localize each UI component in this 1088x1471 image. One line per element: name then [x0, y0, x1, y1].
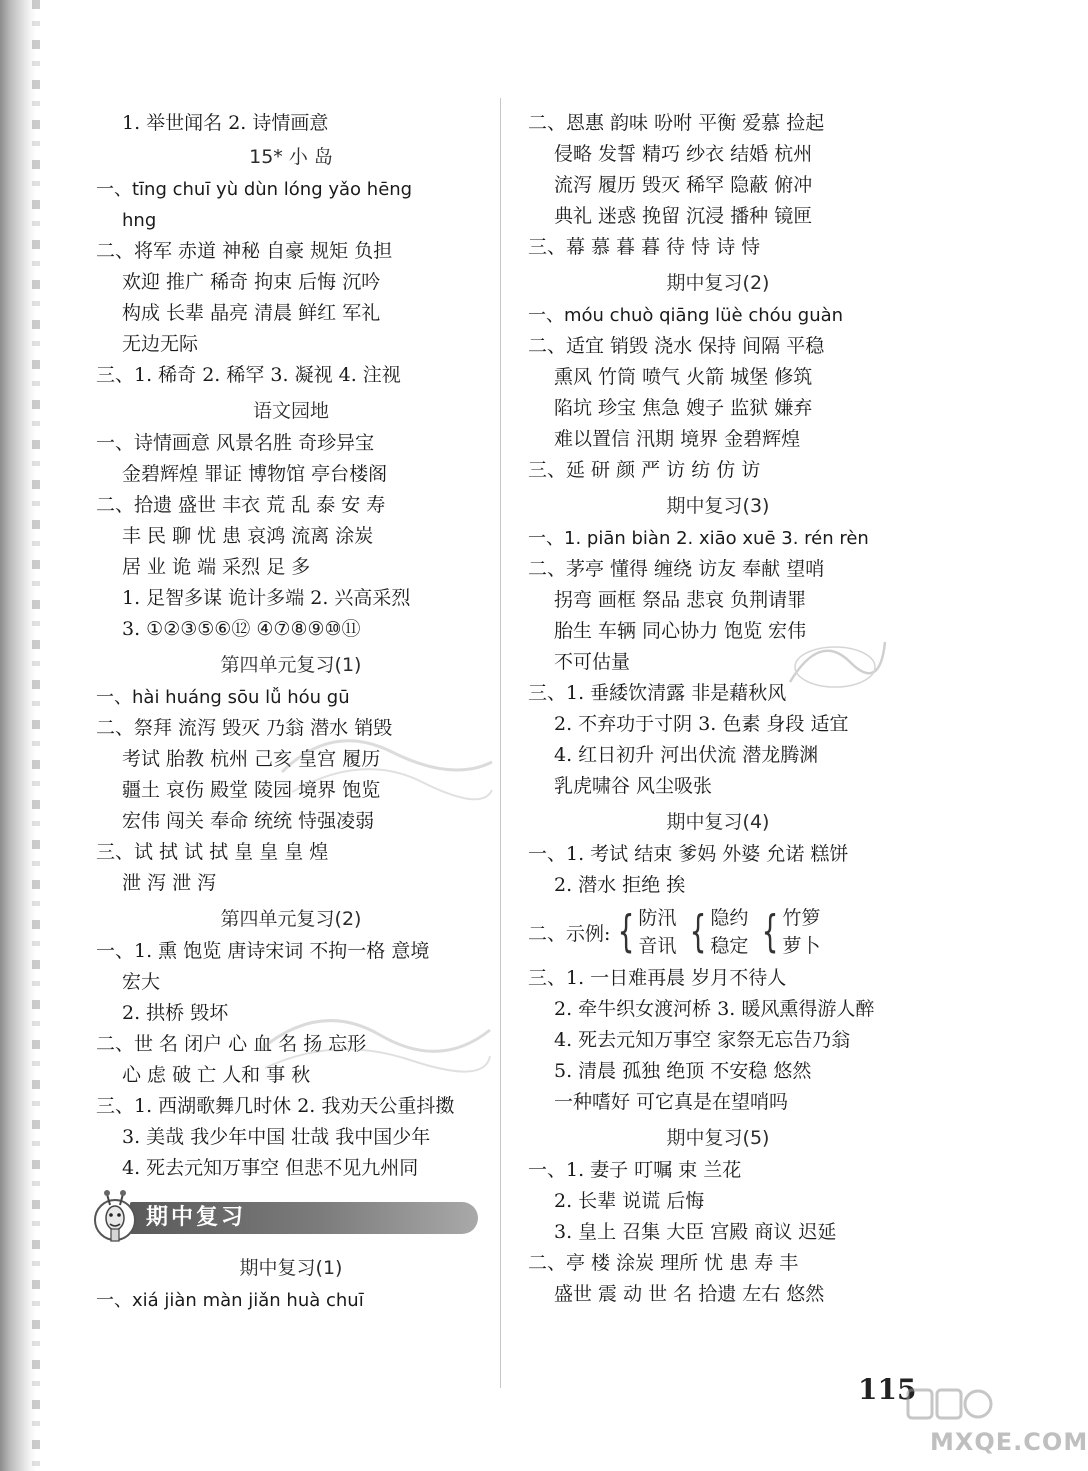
- answer-line: 金碧辉煌 罪证 博物馆 亭台楼阁: [122, 463, 388, 485]
- answer-line: 不可估量: [554, 651, 631, 673]
- answer-line: 一、xiá jiàn màn jiǎn huà chuī: [96, 1290, 364, 1311]
- answer-line: 欢迎 推广 稀奇 拘束 后悔 沉吟: [122, 271, 381, 293]
- section-heading-midterm-1: 期中复习(1): [239, 1257, 343, 1279]
- word-group-item: 音讯: [638, 935, 677, 957]
- answer-line: 二、世 名 闭户 心 血 名 扬 忘形: [96, 1033, 367, 1055]
- answer-line: 三、幕 慕 暮 暮 待 恃 诗 恃: [528, 236, 761, 258]
- word-group-3: [756, 904, 820, 960]
- answer-line: 三、1. 一日难再晨 岁月不待人: [528, 967, 787, 989]
- answer-line: 疆土 哀伤 殿堂 陵园 境界 饱览: [122, 779, 381, 801]
- answer-line: 乳虎啸谷 风尘吸张: [554, 775, 713, 797]
- answer-line: 丰 民 聊 忧 患 哀鸿 流离 涂炭: [122, 525, 374, 547]
- answer-line: 1. 举世闻名 2. 诗情画意: [122, 112, 329, 134]
- answer-line: 二、恩惠 韵味 吩咐 平衡 爱慕 捡起: [528, 112, 825, 134]
- answer-line: 一种嗜好 可它真是在望哨吗: [554, 1091, 789, 1113]
- brace-icon: {: [762, 906, 779, 957]
- answer-line: 2. 长辈 说谎 后悔: [554, 1190, 705, 1212]
- answer-line: 居 业 诡 端 采烈 足 多: [122, 556, 311, 578]
- answer-line: 一、1. 考试 结束 爹妈 外婆 允诺 糕饼: [528, 843, 849, 865]
- faint-stamp-icon: [780, 612, 890, 702]
- island-answers: [96, 174, 486, 391]
- example-label: 二、示例:: [528, 922, 611, 945]
- giraffe-mascot-icon: [90, 1188, 140, 1248]
- answer-line: 陷坑 珍宝 焦急 嫂子 监狱 嫌弃: [554, 397, 813, 419]
- word-group-item: 防汛: [638, 907, 677, 929]
- section-heading-unit4-review-2: 第四单元复习(2): [220, 908, 362, 930]
- right-column: [528, 108, 908, 1310]
- watermark-logo-icon: [906, 1386, 992, 1424]
- answer-line: 一、1. 熏 饱览 唐诗宋词 不拘一格 意境: [96, 940, 430, 962]
- answer-line: 盛世 震 动 世 名 拾遗 左右 悠然: [554, 1283, 825, 1305]
- answer-line: 侵略 发誓 精巧 纱衣 结婚 杭州: [554, 143, 813, 165]
- midterm-2-answers: [528, 300, 908, 486]
- answer-line: 二、将军 赤道 神秘 自豪 规矩 负担: [96, 240, 393, 262]
- answer-line: 拐弯 画框 祭品 悲哀 负荆请罪: [554, 589, 807, 611]
- brace-icon: {: [618, 906, 635, 957]
- answer-line: 三、试 拭 试 拭 皇 皇 皇 煌: [96, 841, 329, 863]
- word-group-1: [612, 904, 676, 960]
- section-heading-unit4-review-1: 第四单元复习(1): [220, 654, 362, 676]
- midterm-1-answers: [96, 1285, 486, 1316]
- answer-line: 3. 美哉 我少年中国 壮哉 我中国少年: [122, 1126, 431, 1148]
- banner-title: 期中复习: [146, 1205, 247, 1230]
- answer-line: 二、茅亭 懂得 缠绕 访友 奉献 望哨: [528, 558, 825, 580]
- right-top-lines: [528, 108, 908, 263]
- section-heading-midterm-3: 期中复习(3): [666, 495, 770, 517]
- answer-line: 一、hài huáng sōu lǚ hóu gū: [96, 687, 350, 708]
- answer-line: 二、亭 楼 涂炭 理所 忧 患 寿 丰: [528, 1252, 799, 1274]
- answer-line: 宏大: [122, 971, 161, 993]
- answer-line: 一、tīng chuī yù dùn lóng yǎo hēng: [96, 179, 413, 200]
- section-heading-garden: 语文园地: [252, 400, 329, 422]
- word-group-item: 隐约: [710, 907, 749, 929]
- answer-line: 无边无际: [122, 333, 199, 355]
- answer-line: 4. 死去元知万事空 但悲不见九州同: [122, 1157, 419, 1179]
- midterm-4-answers-a: [528, 839, 908, 901]
- answer-line: 5. 清晨 孤独 绝顶 不安稳 悠然: [554, 1060, 812, 1082]
- brace-icon: {: [690, 906, 707, 957]
- midterm-4-answers-b: [528, 963, 908, 1118]
- answer-line: 三、1. 垂緌饮清露 非是藉秋风: [528, 682, 787, 704]
- garden-answers: [96, 428, 486, 645]
- answer-line: 2. 不弃功于寸阴 3. 色素 身段 适宜: [554, 713, 849, 735]
- answer-line: 1. 足智多谋 诡计多端 2. 兴高采烈: [122, 587, 411, 609]
- answer-line: 构成 长辈 晶亮 清晨 鲜红 军礼: [122, 302, 381, 324]
- example-word-groups: [528, 901, 908, 963]
- torn-page-edge: [0, 0, 36, 1471]
- answer-line: 流泻 履历 毁灭 稀罕 隐蔽 俯冲: [554, 174, 813, 196]
- answer-line: 胎生 车辆 同心协力 饱览 宏伟: [554, 620, 807, 642]
- word-group-2: [684, 904, 748, 960]
- section-heading-midterm-4: 期中复习(4): [666, 811, 770, 833]
- answer-line: 2. 拱桥 毁坏: [122, 1002, 229, 1024]
- answer-line: 二、祭拜 流泻 毁灭 乃翁 潜水 销毁: [96, 717, 393, 739]
- word-group-item: 萝卜: [782, 935, 821, 957]
- answer-line: 2. 牵牛织女渡河桥 3. 暖风熏得游人醉: [554, 998, 875, 1020]
- answer-line: 二、拾遗 盛世 丰衣 荒 乱 泰 安 寿: [96, 494, 386, 516]
- answer-line: 心 虑 破 亡 人和 事 秋: [122, 1064, 311, 1086]
- section-heading-midterm-2: 期中复习(2): [666, 272, 770, 294]
- faint-stamp-icon: [272, 712, 502, 812]
- answer-line: 宏伟 闯关 奉命 统统 恃强凌弱: [122, 810, 375, 832]
- section-heading-midterm-5: 期中复习(5): [666, 1127, 770, 1149]
- page-number: 115: [858, 1373, 917, 1406]
- word-group-item: 竹箩: [782, 907, 821, 929]
- answer-line: 考试 胎教 杭州 己亥 皇宫 履历: [122, 748, 381, 770]
- midterm-5-answers: [528, 1155, 908, 1310]
- answer-line: 4. 红日初升 河出伏流 潜龙腾渊: [554, 744, 819, 766]
- answer-line: 2. 潜水 拒绝 挨: [554, 874, 686, 896]
- faint-stamp-icon: [250, 990, 500, 1080]
- answer-line: hng: [122, 210, 157, 231]
- word-group-item: 稳定: [710, 935, 749, 957]
- answer-line: 泄 泻 泄 泻: [122, 872, 217, 894]
- watermark-text: MXQE.COM: [930, 1428, 1088, 1456]
- answer-line: 二、适宜 销毁 浇水 保持 间隔 平稳: [528, 335, 825, 357]
- answer-line: 一、1. 妻子 叮嘱 束 兰花: [528, 1159, 742, 1181]
- answer-line: 典礼 迷惑 挽留 沉浸 播种 镜匣: [554, 205, 813, 227]
- answer-line: 3. 皇上 召集 大臣 宫殿 商议 迟延: [554, 1221, 837, 1243]
- section-heading-island: 15* 小 岛: [249, 146, 333, 168]
- answer-line: 三、1. 稀奇 2. 稀罕 3. 凝视 4. 注视: [96, 364, 401, 386]
- answer-line: 熏风 竹筒 喷气 火箭 城堡 修筑: [554, 366, 813, 388]
- answer-line: 一、1. piān biàn 2. xiāo xuē 3. rén rèn: [528, 528, 869, 549]
- answer-line: 一、móu chuò qiāng lüè chóu guàn: [528, 305, 844, 326]
- answer-line: 4. 死去元知万事空 家祭无忘告乃翁: [554, 1029, 851, 1051]
- left-top-lines: [96, 108, 486, 139]
- answer-line: 3. ①②③⑤⑥⑫ ④⑦⑧⑨⑩⑪: [122, 618, 361, 640]
- answer-line: 三、1. 西湖歌舞几时休 2. 我劝天公重抖擞: [96, 1095, 455, 1117]
- midterm-review-banner: [96, 1188, 486, 1248]
- answer-line: 三、延 研 颜 严 访 纺 仿 访: [528, 459, 761, 481]
- answer-line: 一、诗情画意 风景名胜 奇珍异宝: [96, 432, 375, 454]
- answer-line: 难以置信 汛期 境界 金碧辉煌: [554, 428, 801, 450]
